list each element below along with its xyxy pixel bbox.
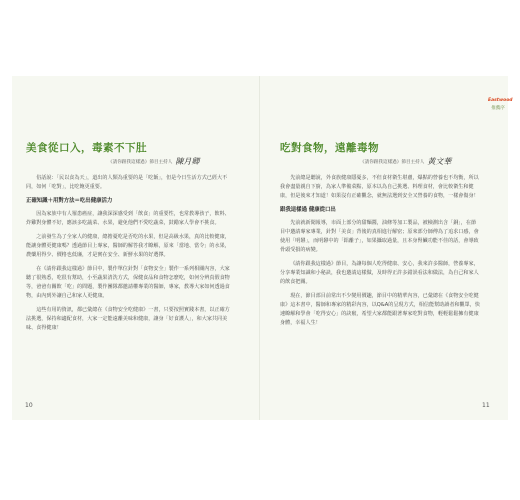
right-paragraph: 先前就新聞報導，市面上部分的甜麵醬，油條等加工製品，被檢測出含「銅」，在節目中邀請專家專業，針對「美食」背後的真相進行解密；原來部分師傅為了追求口感，會使用「明礬」，而明礬中的「鋁離子」，如果攝取過量，且本身腎臟功能不佳的話，會導致骨頭受損的病變。 [280, 220, 479, 253]
left-page-byline [108, 156, 199, 167]
right-paragraph: 《請你跟我這樣過》節目，為讓每個人吃得健康、安心，我來許多醫師，營養專家，分享專業知識和小秘訣，我也邀請這樣做，及時得正許多錯誤看法和做法，為自己和家人的飲食把關。 [280, 261, 479, 285]
left-signature: 陳月卿 [175, 157, 200, 166]
right-paragraph: 先前總是聽說，外食族健康隱憂多，不但食材衛生堪慮，爆點的營養也不均衡，所以我會盡量親自下廚，為家人準備菜點，原本以為自己挑選、料理食材，會比較衛生和健康，但是後來才知道！如果沒有正確觀念，就無法選到安全又營養的食物，一樣會傷身！ [280, 175, 479, 199]
left-subhead: 正確知識＋用對方法＝吃出健康活力 [26, 198, 113, 204]
side-tab [488, 98, 513, 111]
right-byline-role: 《請你跟我這樣過》節目主持人 [360, 160, 425, 165]
left-paragraph: 因為家族中有人罹患癌症，讓我深深感受到「飲食」的重要性，也常教導孩子，飲料、炸雞對身體不好，應該多吃蔬菜、水果，避免他們不愛吃蔬菜，鼓勵家人學會不挑食。 [26, 211, 230, 226]
left-paragraph: 俗話說：「民以食為天」，道出的人類為重要的是「吃飯」，但是今日生活方式已經大不同，如何「吃對」，比吃飽更重要。 [26, 175, 228, 190]
left-paragraph: 之前發生為了全家人的健康，總擔憂吃是否吃的水果，但是高級水果，真的比較健康，能讓身體更健康嗎？透過節目上專家，醫師的解答我才瞭解，原來「當地、當令」的水果，農藥用得少、價格也低廉，才是實在安全、新鮮水果的好選擇。 [26, 234, 230, 258]
left-paragraph: 在《請你跟我這樣過》節目中，製作單位針對「食物安全」製作一系列相關內容，大家聽了很熟悉，吃很有幫助，小至蔬果清洗方式，保健食品和食物怎麼吃，如何分辨真假食物等，爸爸有關飲「吃」的問題，製作團隊都邀請權專業的醫師，專家，教導大家如何透過食物，由內到外讓自己和家人更健康。 [26, 266, 230, 299]
left-byline-role: 《請你跟我這樣過》節目主持人 [108, 160, 173, 165]
left-page [12, 76, 260, 420]
left-page-body [26, 174, 230, 338]
left-page-title: 美食從口入，毒素不下肚 [26, 142, 147, 154]
right-page-body [280, 174, 480, 333]
side-tab-label: 推薦序 [491, 106, 505, 111]
right-page-byline [360, 156, 451, 167]
book-spread [12, 76, 513, 420]
right-subhead: 跟我這樣過 健康從口出 [280, 207, 336, 213]
right-page-number: 11 [482, 402, 490, 409]
left-paragraph: 這些有用的資訊，都已彙總在《食物安全吃健康》一書，只要按照實踐本書，以正確方法挑選，保持和適配食材，大家一定能遠離美味和健康，讓身「好食護人」，和大家共同美味、食得健康！ [26, 307, 230, 331]
right-page [260, 76, 513, 420]
right-page-title: 吃對食物，遠離毒物 [280, 142, 379, 154]
right-signature: 黃文華 [427, 157, 452, 166]
publisher-logo: Eastwood [488, 98, 513, 103]
left-page-number: 10 [25, 402, 33, 409]
right-paragraph: 現在，節目部目前常出不少變用價趣，節目中的精華內容，已彙總在《食物安全吃健康》這本書中，醫師和專家的精彩內容，以Q&A的呈現方式，相信能幫助讀者和觀眾，快速瞭解和學會「吃得安心」的訣竅，希望大家都能跟著專家吃對食物，輕輕鬆鬆擁有健康身體，幸福人生！ [280, 293, 480, 326]
